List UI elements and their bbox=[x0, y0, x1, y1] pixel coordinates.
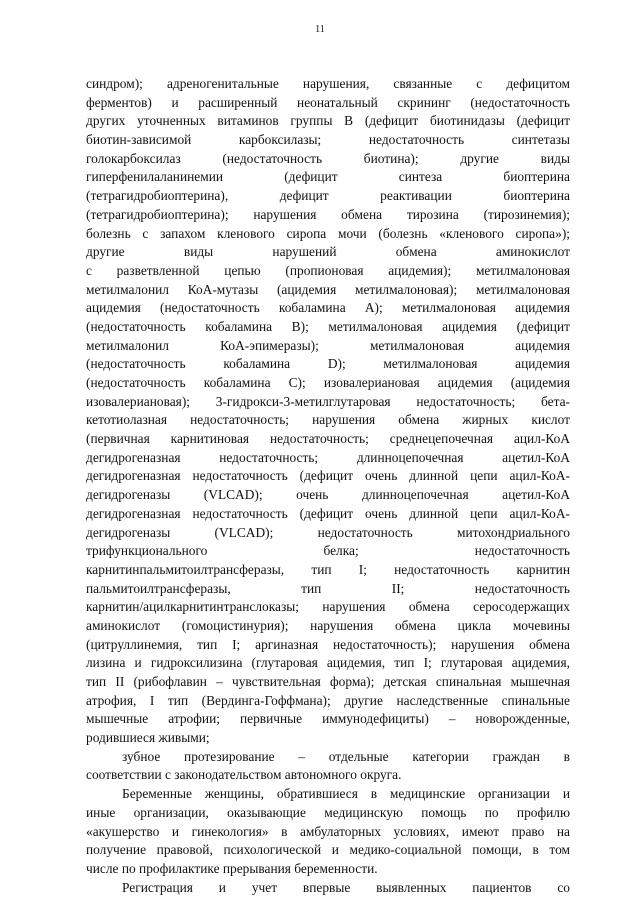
text-line: другие виды нарушений обмена аминокислот bbox=[86, 244, 570, 260]
text-line: дегидрогеназная недостаточность (дефицит очень длинной цепи ацил-КоА- bbox=[86, 468, 570, 484]
text-line: изовалериановая); 3-гидрокси-3-метилглутаровая недостаточность; бета- bbox=[86, 393, 570, 409]
text-line: зубное протезирование – отдельные категории граждан в bbox=[122, 748, 570, 764]
body-text bbox=[86, 75, 570, 897]
text-line: дегидрогеназная недостаточность; длинноцепочечная ацетил-КоА bbox=[86, 449, 570, 465]
text-line: пальмитоилтрансферазы, тип II; недостаточность bbox=[86, 580, 570, 596]
text-line: кетотиолазная недостаточность; нарушения обмена жирных кислот bbox=[86, 412, 570, 428]
text-line: соответствии с законодательством автономного округа. bbox=[86, 767, 402, 783]
text-line: числе по профилактике прерывания беременности. bbox=[86, 860, 378, 876]
text-line: голокарбоксилаз (недостаточность биотина); другие виды bbox=[86, 150, 570, 166]
text-line: синдром); адреногенитальные нарушения, связанные с дефицитом bbox=[86, 76, 570, 91]
text-line: (недостаточность кобаламина D); метилмалоновая ацидемия bbox=[86, 356, 570, 372]
text-line: атрофия, I тип (Вердинга-Гоффмана); другие наследственные спинальные bbox=[86, 692, 570, 708]
text-line: мышечные атрофии; первичные иммунодефициты) – новорожденные, bbox=[86, 711, 570, 727]
text-line: ацидемия (недостаточность кобаламина А); метилмалоновая ацидемия bbox=[86, 300, 570, 316]
text-line: гиперфенилаланинемии (дефицит синтеза биоптерина bbox=[86, 169, 570, 185]
text-line: биотин-зависимой карбоксилазы; недостаточность синтетазы bbox=[86, 132, 570, 148]
text-line: болезнь с запахом кленового сиропа мочи (болезнь «кленового сиропа»); bbox=[86, 225, 570, 241]
text-line: дегидрогеназная недостаточность (дефицит очень длинной цепи ацил-КоА- bbox=[86, 505, 570, 521]
text-line: метилмалонил КоА-мутазы (ацидемия метилмалоновая); метилмалоновая bbox=[86, 281, 570, 297]
text-line: трифункционального белка; недостаточность bbox=[86, 543, 570, 559]
text-line: (недостаточность кобаламина С); изовалериановая ацидемия (ацидемия bbox=[86, 375, 570, 390]
text-line: тип II (рибофлавин – чувствительная форма); детская спинальная мышечная bbox=[86, 674, 570, 689]
text-line: карнитин/ацилкарнитинтранслоказы; нарушения обмена серосодержащих bbox=[86, 599, 570, 615]
text-line: ферментов) и расширенный неонатальный скрининг (недостаточность bbox=[86, 94, 570, 110]
text-line: метилмалонил КоА-эпимеразы); метилмалоновая ацидемия bbox=[86, 337, 570, 353]
text-line: иные организации, оказывающие медицинскую помощь по профилю bbox=[86, 804, 570, 820]
text-line: (недостаточность кобаламина В); метилмалоновая ацидемия (дефицит bbox=[86, 318, 570, 334]
text-line: Беременные женщины, обратившиеся в медицинские организации и bbox=[122, 786, 570, 802]
text-line: карнитинпальмитоилтрансферазы, тип I; недостаточность карнитин bbox=[86, 561, 570, 577]
text-line: (тетрагидробиоптерина), дефицит реактивации биоптерина bbox=[86, 188, 570, 204]
text-line: (тетрагидробиоптерина); нарушения обмена тирозина (тирозинемия); bbox=[86, 206, 570, 222]
text-line: родившиеся живыми; bbox=[86, 730, 210, 746]
text-line: «акушерство и гинекология» в амбулаторных условиях, имеют право на bbox=[86, 823, 570, 839]
text-line: аминокислот (гомоцистинурия); нарушения обмена цикла мочевины bbox=[86, 617, 570, 633]
text-line: дегидрогеназы (VLCAD); очень длинноцепочечная ацетил-КоА bbox=[86, 487, 570, 503]
text-line: дегидрогеназы (VLCAD); недостаточность митохондриального bbox=[86, 524, 570, 540]
text-line: получение правовой, психологической и медико-социальной помощи, в том bbox=[86, 842, 570, 858]
text-line: с разветвленной цепью (пропионовая ацидемия); метилмалоновая bbox=[86, 262, 570, 278]
text-line: (первичная карнитиновая недостаточность; среднецепочечная ацил-КоА bbox=[86, 431, 570, 447]
page-number: 11 bbox=[315, 24, 325, 35]
text-line: (цитруллинемия, тип I; аргиназная недостаточность); нарушения обмена bbox=[86, 636, 570, 652]
text-line: других уточненных витаминов группы В (дефицит биотинидазы (дефицит bbox=[86, 113, 570, 129]
text-line: Регистрация и учет впервые выявленных пациентов со bbox=[122, 879, 570, 895]
text-line: лизина и гидроксилизина (глутаровая ацидемия, тип I; глутаровая ацидемия, bbox=[86, 655, 570, 671]
